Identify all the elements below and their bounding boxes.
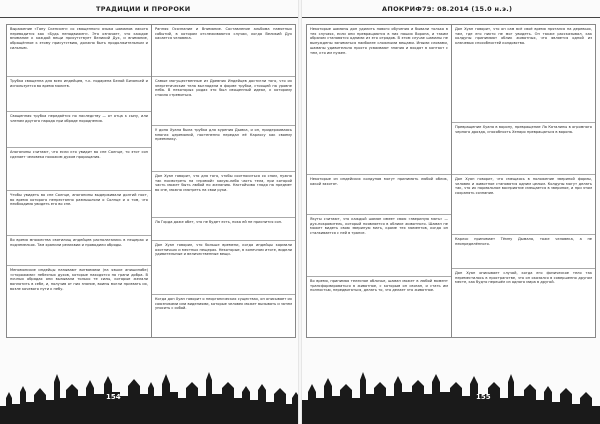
- table-cell: Меномонские индейцы называют вигвамами (на языке анишинабе) «сторожами» небесных духов, которые находятся на грани добра. В ночных обрядах они вызывали только те силы, которые желали воплотить в себе, и, получив от них знание, воины могли призвать их, возле кочевого пути к небу.: [10, 268, 148, 291]
- city-skyline-illustration: [0, 362, 300, 424]
- table-cell: Дон Хуан описывает случай, когда его физическое тело так переместилось в пространстве, что он оказался в совершенно другом месте, как будто перешёл из одного мира в другой.: [455, 271, 592, 285]
- table-cell: Во время множества святилищ индейцев располагались в пещерах и подземельях. Там хранили реликвии и проводили обряды.: [7, 236, 151, 266]
- table-cell: Самые могущественные из Древних Индейцев достигли того, что их энергетические тела выглядели в форме трубки, стоящей на уровне неба. В некоторых родах это был священный идеал, к которому стоило стремиться.: [152, 77, 295, 126]
- left-table: [6, 24, 296, 338]
- table-cell: Ранняя Осознание и Внимание. Составление альбома памятных событий, в котором отслеживаются случаи, когда Великий Дух касается человека.: [152, 25, 295, 77]
- right-column-1: [307, 25, 452, 337]
- table-cell: Якуты считают, что каждый шаман имеет свою «звериную мать» — дух-покровитель, который появляется в облике животного. Шаман не может видеть свою звериную мать, кроме тех моментов, когда он сталкивается с ней в трансе.: [307, 215, 451, 277]
- right-page-header: [300, 0, 600, 18]
- table-cell: Карлос принимает Тёмну Дымала, тоже человека, а не неопределённого.: [452, 235, 595, 269]
- left-page-header: [0, 0, 300, 18]
- city-skyline-illustration: [300, 362, 600, 424]
- page-number: 155: [476, 393, 491, 401]
- right-page: [300, 0, 600, 424]
- right-running-title: АПОКРИФ79: 08.2014 (15.0 н.э.): [382, 5, 513, 13]
- left-column-2: [152, 25, 295, 337]
- table-cell: Апоганины считают, что если кто увидит во сне Солнце, то этот сон сделает человека похожим духом прорицания.: [7, 148, 151, 191]
- table-cell: Дон Хуан говорит, что смещаясь в положение звериной формы, человек и животное становятся одним целым. Колдуны могут делать так, что их нормальное восприятие смещается в звериное, и при этом сохранять сознание.: [452, 175, 595, 235]
- right-table: [306, 24, 596, 338]
- book-gutter: [298, 0, 302, 424]
- table-cell: Когда дон Хуан говорит о неорганических существах, он описывает их союзниками или видениями, которые человек может вызывать и затем уносить с собой.: [155, 297, 292, 311]
- table-cell: Некоторые из индейских колдунов могут принимать любой облик, какой захотят.: [307, 175, 451, 215]
- table-cell: Превращение Хуана в ворону, превращение Ла Каталины в огромного черного дрозда, способность Хенаро превращаться в ворона.: [452, 123, 595, 175]
- table-cell: Ла Горда даже обет, что не будет есть, пока ей не приснится сон.: [152, 218, 295, 241]
- left-running-title: ТРАДИЦИИ И ПРОРОКИ: [96, 5, 191, 13]
- table-cell: Чтобы увидеть во сне Солнце, апоганины выдерживали долгий пост, во время которого непрестанно размышляли о Солнце и о том, что необходимо увидеть его во сне.: [7, 191, 151, 236]
- table-cell: Трубка священна для всех индейцев, т.к. подарена Белой Бизоньей и используется во время молитв.: [7, 77, 151, 112]
- table-cell: Дон Хуан говорил, что больше времени, когда индейцы кормили охотничьих и местных пещерах. Некоторые, в конечном итоге, видели удивительные и величественные вещи.: [152, 241, 295, 295]
- right-column-2: [452, 25, 595, 337]
- table-cell: У дона Хуана была трубка для курения Дымка, и он, придерживаясь многих церемоний, постепенно передал её Карлосу как своему преемнику.: [152, 126, 295, 172]
- table-cell: Во время, принимая телесное обличье, шаман может в любой момент трансформироваться в животное, с которым он связан, и стать им полностью, передвигаться, делать то, что делает это животное.: [310, 279, 448, 293]
- table-cell: Выражение «Тану Скенскен» со священного языка шаманов лакота переводится как «Будь неподвижен». Это означает, что каждое внимание к каждой вещи присутствует Великий Дух, и внимание, обращённое к этому присутствию, должно быть продолжительным и сильным.: [7, 25, 151, 77]
- table-cell: Дон Хуан говорит, что он сам всё своё время прятался на деревьях, там, где его никто не мог увидеть. Он также рассказывал, как колдуны принимают облик животных, что является одной из ключевых способностей колдовства.: [452, 25, 595, 123]
- table-cell: Священная трубка передаётся по наследству — от отца к сыну, или членам другого народа при обряде породнения.: [7, 112, 151, 148]
- table-cell: Некоторые шаманы дон удилить нового обучения и бывали только в тех случаях, если они превращаются в них наших Ворона, и таким образом становятся одними из его отрядов. В этом случае шаманы не вынуждены заниматься наиболее сложными вещами. Иными словами, шаманы удивительно просто усваивают знания и входят в контакт с тем, кто им нужен.: [307, 25, 451, 175]
- page-number: 154: [106, 393, 121, 401]
- table-cell: Дон Хуан говорит, что для того, чтобы соотноситься со сном, нужно так посмотреть на «прямой» какую-либо часть тела, при которой часть может быть любой по желанию. Настойчиво глядя на предмет во сне, можно смотреть на свои руки.: [152, 172, 295, 218]
- left-column-1: [7, 25, 152, 337]
